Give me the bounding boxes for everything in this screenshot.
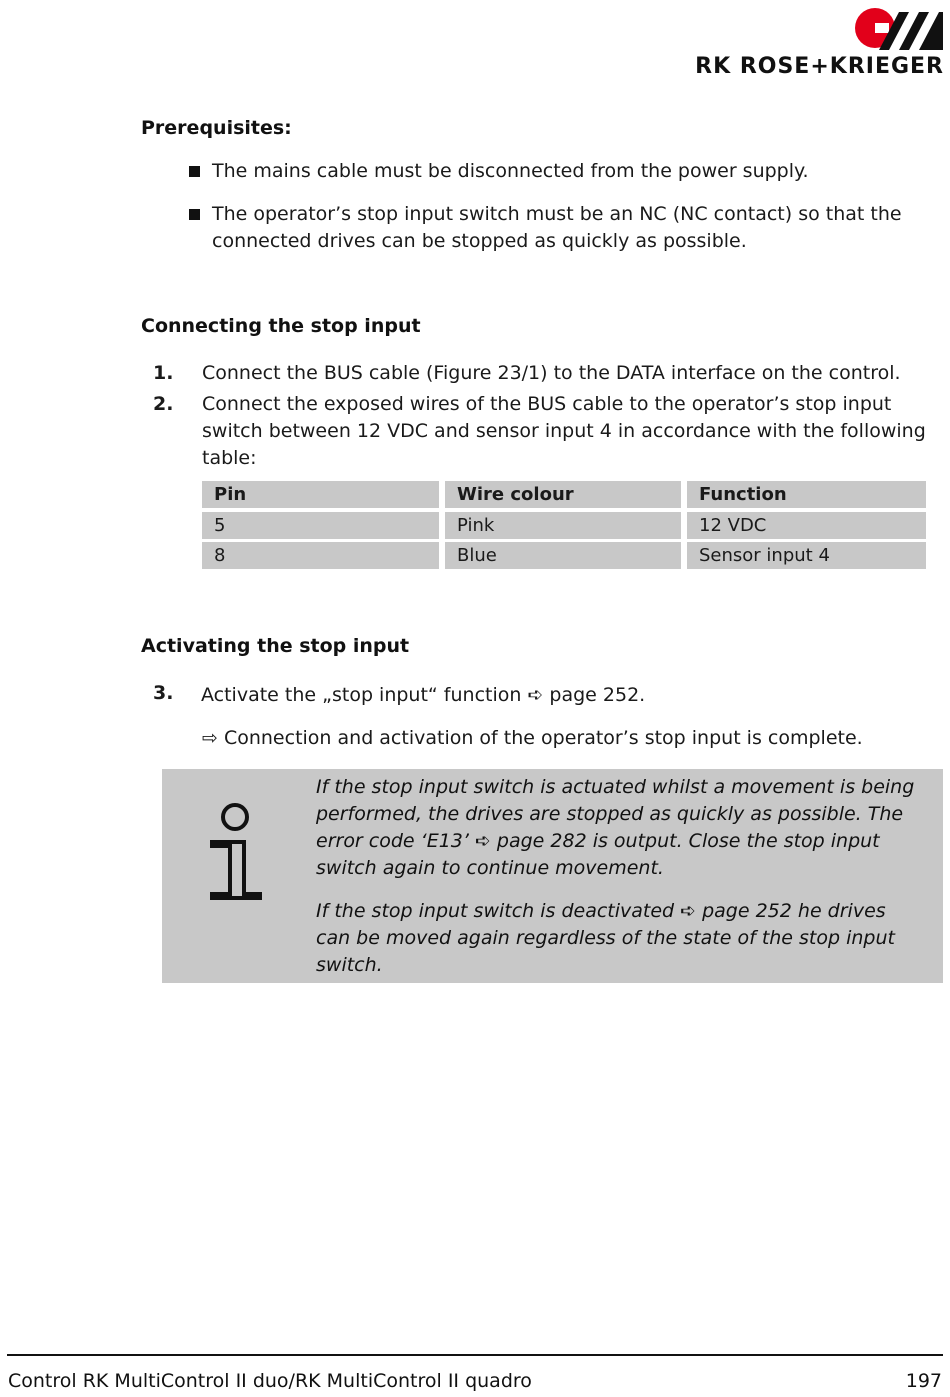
- prerequisite-item: The mains cable must be disconnected from the power supply.: [212, 160, 809, 182]
- step-result: ⇨ Connection and activation of the operator’s stop input is complete.: [202, 727, 863, 749]
- table-header-cell: Wire colour: [445, 481, 681, 508]
- table-cell: Blue: [445, 542, 681, 569]
- note-line: switch.: [316, 954, 383, 976]
- bullet-square-icon: [189, 209, 200, 220]
- note-line: If the stop input switch is actuated whilst a movement is being: [316, 776, 915, 798]
- table-cell: 8: [202, 542, 439, 569]
- page-number: 197: [905, 1370, 942, 1392]
- prerequisites-heading: Prerequisites:: [141, 117, 292, 139]
- step-text: Connect the exposed wires of the BUS cable to the operator’s stop input: [202, 393, 892, 415]
- footer-title: Control RK MultiControl II duo/RK MultiControl II quadro: [8, 1370, 532, 1392]
- table-header-cell: Pin: [202, 481, 439, 508]
- step-text: switch between 12 VDC and sensor input 4 in accordance with the following: [202, 420, 926, 442]
- table-cell: 5: [202, 512, 439, 539]
- note-line: error code ‘E13’ ➪ page 282 is output. Close the stop input: [316, 830, 880, 852]
- activating-heading: Activating the stop input: [141, 635, 410, 657]
- step-number: 1.: [153, 362, 174, 384]
- info-icon: [206, 800, 264, 902]
- table-header-cell: Function: [687, 481, 926, 508]
- footer-divider: [7, 1354, 943, 1356]
- step-number: 2.: [153, 393, 174, 415]
- prerequisite-item-cont: connected drives can be stopped as quickly as possible.: [212, 230, 747, 252]
- step-text: table:: [202, 447, 257, 469]
- step-number: 3.: [153, 682, 174, 704]
- brand-name: RK ROSE+KRIEGER: [695, 54, 944, 79]
- note-line: performed, the drives are stopped as quickly as possible. The: [316, 803, 904, 825]
- note-line: can be moved again regardless of the state of the stop input: [316, 927, 895, 949]
- table-cell: Pink: [445, 512, 681, 539]
- table-cell: 12 VDC: [687, 512, 926, 539]
- bullet-square-icon: [189, 166, 200, 177]
- connecting-heading: Connecting the stop input: [141, 315, 421, 337]
- rk-logo-icon: [855, 6, 943, 50]
- note-line: switch again to continue movement.: [316, 857, 664, 879]
- note-line: If the stop input switch is deactivated ➪ page 252 he drives: [316, 900, 886, 922]
- prerequisite-item: The operator’s stop input switch must be an NC (NC contact) so that the: [212, 203, 902, 225]
- step-text: Connect the BUS cable (Figure 23/1) to the DATA interface on the control.: [202, 362, 901, 384]
- step-text: Activate the „stop input“ function ➪ page 252.: [201, 684, 646, 706]
- table-cell: Sensor input 4: [687, 542, 926, 569]
